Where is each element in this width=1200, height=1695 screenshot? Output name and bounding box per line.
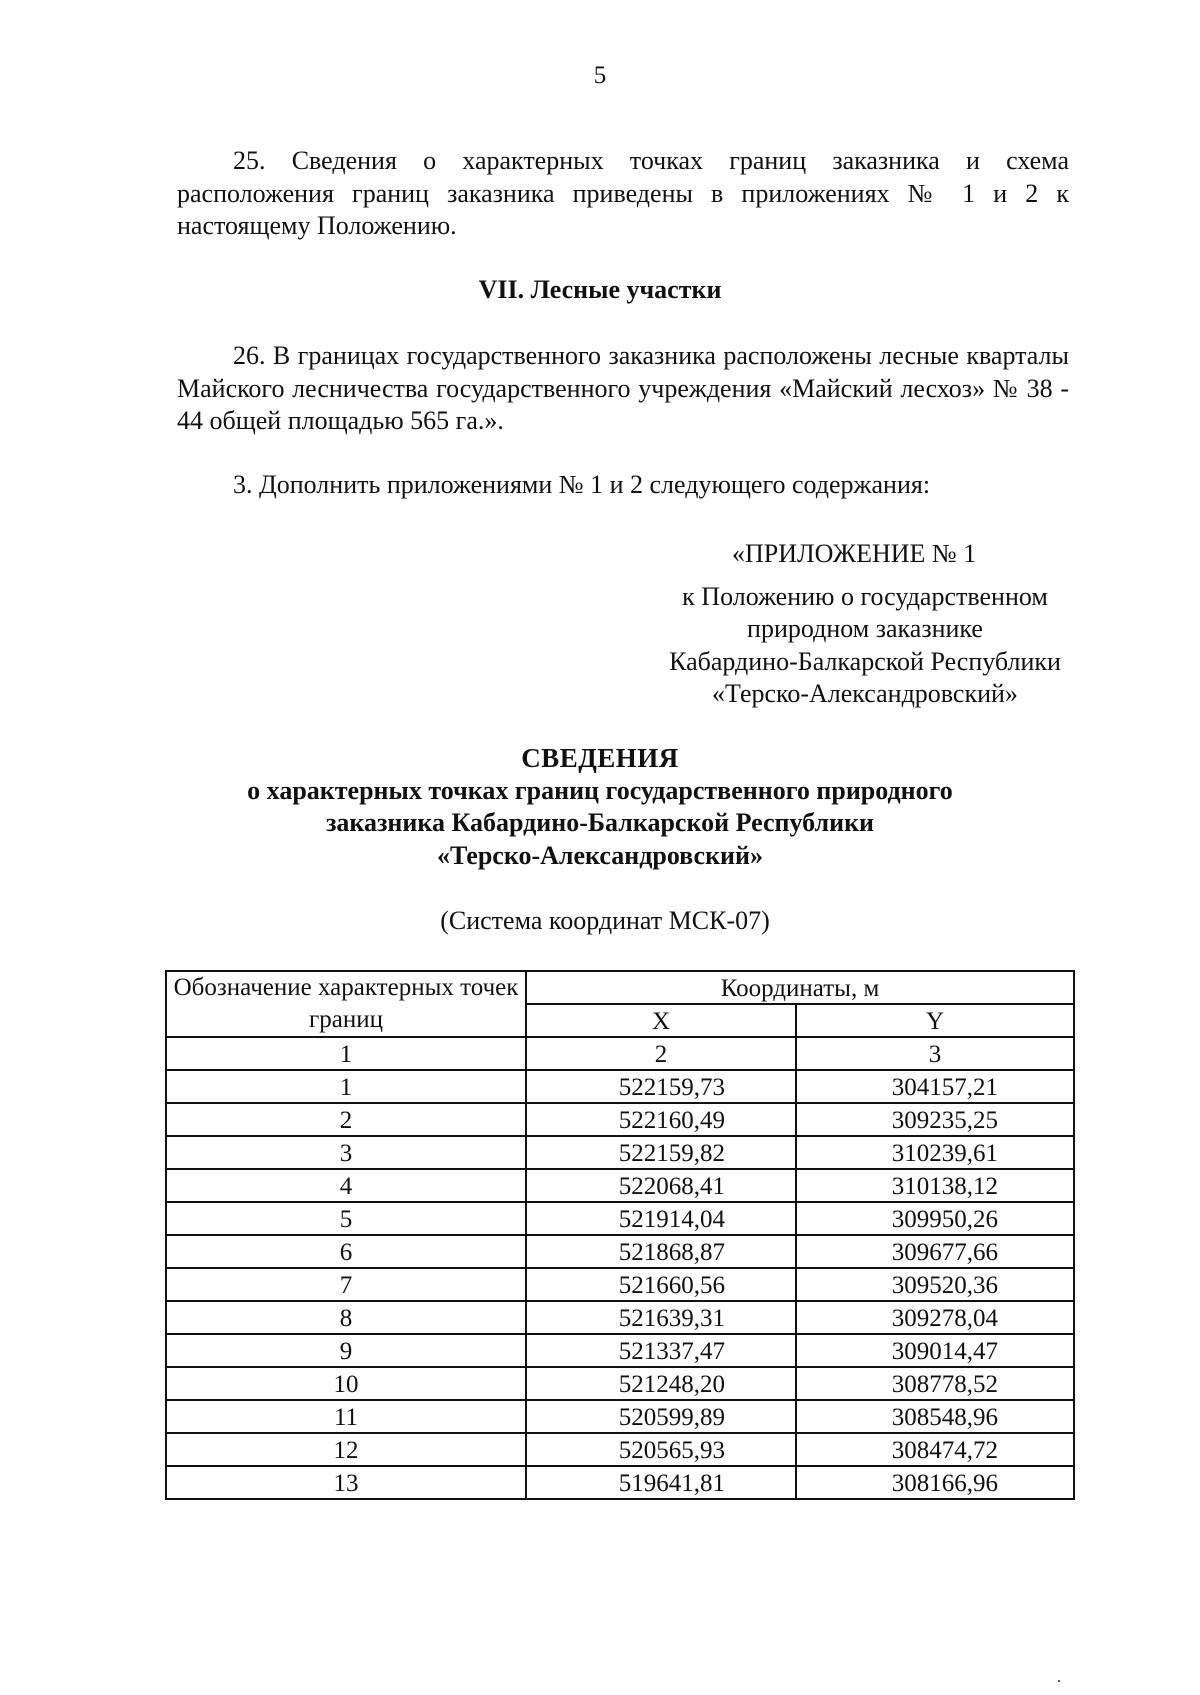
page-number: 5 [593, 62, 607, 89]
x-cell: 521337,47 [526, 1334, 796, 1367]
point-cell: 11 [166, 1400, 526, 1433]
document-title [0, 742, 1200, 872]
x-cell: 521868,87 [526, 1235, 796, 1268]
scan-speck [1058, 1680, 1060, 1682]
y-cell: 308474,72 [796, 1433, 1074, 1466]
section-heading: VII. Лесные участки [478, 275, 722, 304]
point-cell: 5 [166, 1202, 526, 1235]
table-row [166, 1433, 1074, 1466]
column-number-3: 3 [796, 1037, 1074, 1070]
y-cell: 308166,96 [796, 1466, 1074, 1499]
table-row [166, 1367, 1074, 1400]
y-cell: 309014,47 [796, 1334, 1074, 1367]
x-cell: 522159,73 [526, 1070, 796, 1103]
table-row [166, 1103, 1074, 1136]
table-row [166, 1334, 1074, 1367]
column-number-2: 2 [526, 1037, 796, 1070]
x-cell: 520599,89 [526, 1400, 796, 1433]
appendix-line-4: «Терско-Александровский» [712, 679, 1018, 708]
column-number-1: 1 [166, 1037, 526, 1070]
appendix-block [640, 538, 1090, 711]
x-cell: 519641,81 [526, 1466, 796, 1499]
x-cell: 521639,31 [526, 1301, 796, 1334]
table-row [166, 1136, 1074, 1169]
point-cell: 9 [166, 1334, 526, 1367]
doc-title-main: СВЕДЕНИЯ [521, 743, 679, 773]
coordinates-table [165, 970, 1075, 1500]
table-row [166, 1202, 1074, 1235]
y-cell: 309235,25 [796, 1103, 1074, 1136]
y-cell: 309677,66 [796, 1235, 1074, 1268]
y-cell: 308778,52 [796, 1367, 1074, 1400]
y-cell: 308548,96 [796, 1400, 1074, 1433]
doc-title-line-3: «Терско-Александровский» [436, 840, 764, 870]
table-row [166, 1235, 1074, 1268]
table-body [166, 1070, 1074, 1499]
paragraph-3: 3. Дополнить приложениями № 1 и 2 следующего содержания: [233, 470, 931, 499]
y-cell: 310239,61 [796, 1136, 1074, 1169]
x-cell: 521248,20 [526, 1367, 796, 1400]
y-cell: 309950,26 [796, 1202, 1074, 1235]
table-row [166, 1268, 1074, 1301]
y-cell: 304157,21 [796, 1070, 1074, 1103]
x-cell: 521660,56 [526, 1268, 796, 1301]
y-cell: 309520,36 [796, 1268, 1074, 1301]
point-cell: 7 [166, 1268, 526, 1301]
point-cell: 8 [166, 1301, 526, 1334]
appendix-title: «ПРИЛОЖЕНИЕ № 1 [732, 539, 977, 568]
coordinate-system: (Система координат МСК-07) [440, 906, 770, 935]
point-cell: 2 [166, 1103, 526, 1136]
x-cell: 522159,82 [526, 1136, 796, 1169]
x-cell: 521914,04 [526, 1202, 796, 1235]
x-cell: 522160,49 [526, 1103, 796, 1136]
point-cell: 6 [166, 1235, 526, 1268]
header-points: Обозначение характерных точек границ [166, 971, 526, 1037]
point-cell: 4 [166, 1169, 526, 1202]
point-cell: 12 [166, 1433, 526, 1466]
header-coordinates: Координаты, м [526, 971, 1074, 1004]
appendix-line-1: к Положению о государственном [682, 581, 1048, 611]
table-row [166, 1466, 1074, 1499]
table-row [166, 1400, 1074, 1433]
point-cell: 1 [166, 1070, 526, 1103]
paragraph-25: 25. Сведения о характерных точках границ заказника и схема расположения границ заказника приведены в приложениях № 1 и 2 к настоящему Положению. [177, 146, 1069, 240]
point-cell: 13 [166, 1466, 526, 1499]
table-row [166, 1169, 1074, 1202]
table-row [166, 1301, 1074, 1334]
point-cell: 3 [166, 1136, 526, 1169]
y-cell: 310138,12 [796, 1169, 1074, 1202]
point-cell: 10 [166, 1367, 526, 1400]
header-x: X [526, 1004, 796, 1037]
doc-title-line-1: о характерных точках границ государственного природного [247, 775, 953, 805]
x-cell: 520565,93 [526, 1433, 796, 1466]
header-y: Y [796, 1004, 1074, 1037]
appendix-line-2: природном заказнике [747, 614, 983, 643]
paragraph-26: 26. В границах государственного заказника расположены лесные кварталы Майского лесничества государственного учреждения «Майский лесхоз» № 38 - 44 общей площадью 565 га.». [177, 341, 1069, 435]
table-row [166, 1070, 1074, 1103]
y-cell: 309278,04 [796, 1301, 1074, 1334]
appendix-line-3: Кабардино-Балкарской Республики [669, 646, 1061, 676]
doc-title-line-2: заказника Кабардино-Балкарской Республики [325, 808, 875, 837]
x-cell: 522068,41 [526, 1169, 796, 1202]
